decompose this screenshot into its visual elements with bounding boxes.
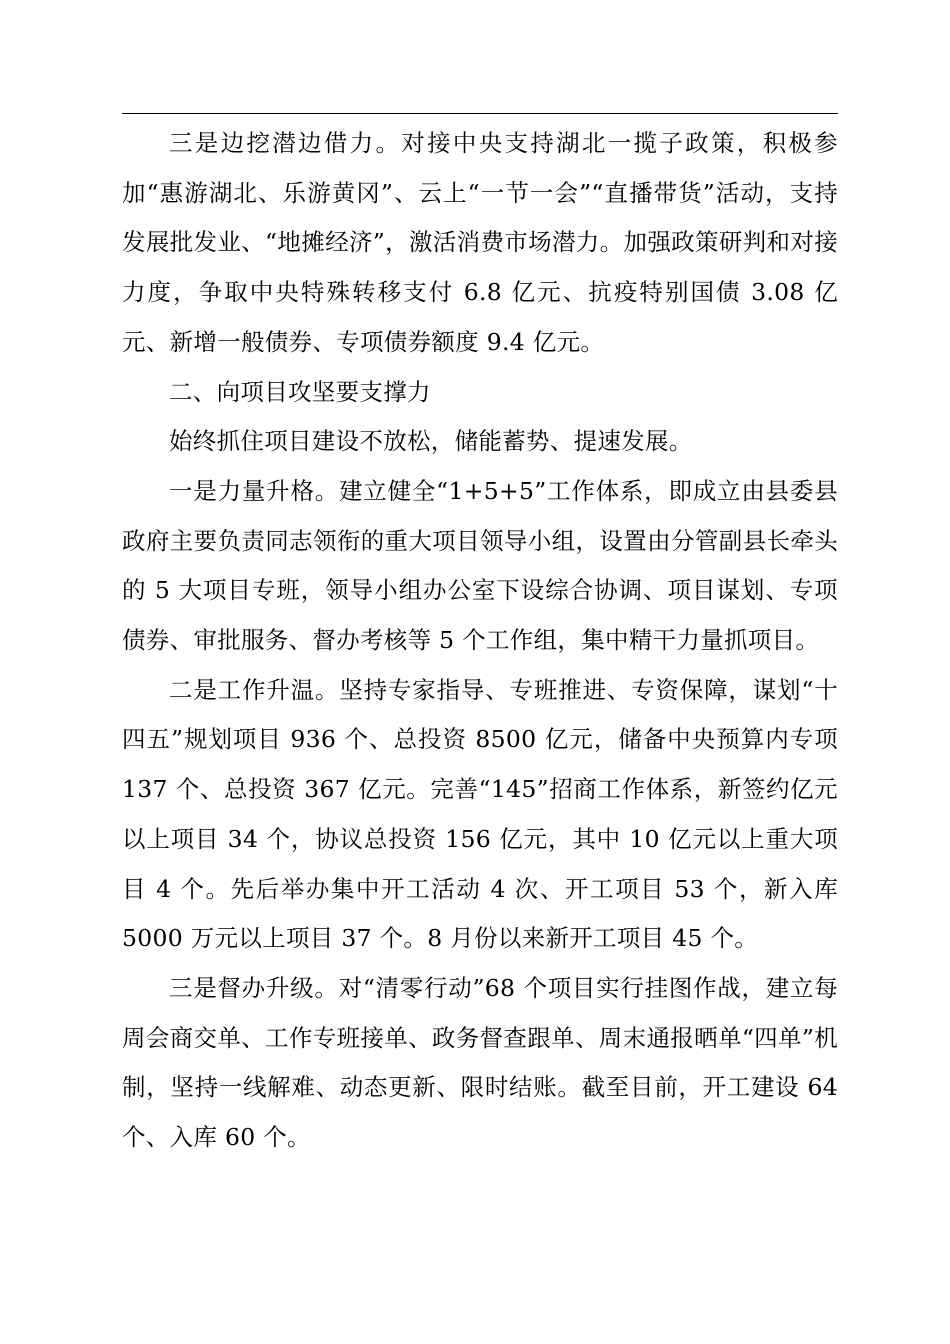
paragraph-work-warming: 二是工作升温。坚持专家指导、专班推进、专资保障，谋划“十四五”规划项目 936 个、总投资 8500 亿元，储备中央预算内专项 137 个、总投资 367 亿元。完善“145”招商工作体系，新签约亿元以上项目 34 个，协议总投资 156 亿元，其中 10 亿元以上重大项目 4 个。先后举办集中开工活动 4 次、开工项目 53 个，新入库 5000 万元以上项目 37 个。8 月份以来新开工项目 45 个。 — [122, 675, 838, 953]
paragraph-supervision-upgrade: 三是督办升级。对“清零行动”68 个项目实行挂图作战，建立每周会商交单、工作专班接单、政务督查跟单、周末通报晒单“四单”机制，坚持一线解难、动态更新、限时结账。截至目前，开工建设 64 个、入库 60 个。 — [122, 973, 838, 1152]
paragraph-borrow-strength: 三是边挖潜边借力。对接中央支持湖北一揽子政策，积极参加“惠游湖北、乐游黄冈”、云上“一节一会”“直播带货”活动，支持发展批发业、“地摊经济”，激活消费市场潜力。加强政策研判和对接力度，争取中央特殊转移支付 6.8 亿元、抗疫特别国债 3.08 亿元、新增一般债券、专项债券额度 9.4 亿元。 — [122, 129, 838, 356]
section-heading-projects: 二、向项目攻坚要支撑力 — [169, 377, 431, 406]
paragraph-project-intro: 始终抓住项目建设不放松，储能蓄势、提速发展。 — [169, 427, 693, 456]
paragraph-strength-upgrade: 一是力量升格。建立健全“1+5+5”工作体系，即成立由县委县政府主要负责同志领衔的重大项目领导小组，设置由分管副县长牵头的 5 大项目专班，领导小组办公室下设综合协调、项目谋划、专项债券、审批服务、督办考核等 5 个工作组，集中精干力量抓项目。 — [122, 476, 838, 655]
document-body — [122, 119, 838, 1163]
header-rule — [122, 113, 838, 114]
